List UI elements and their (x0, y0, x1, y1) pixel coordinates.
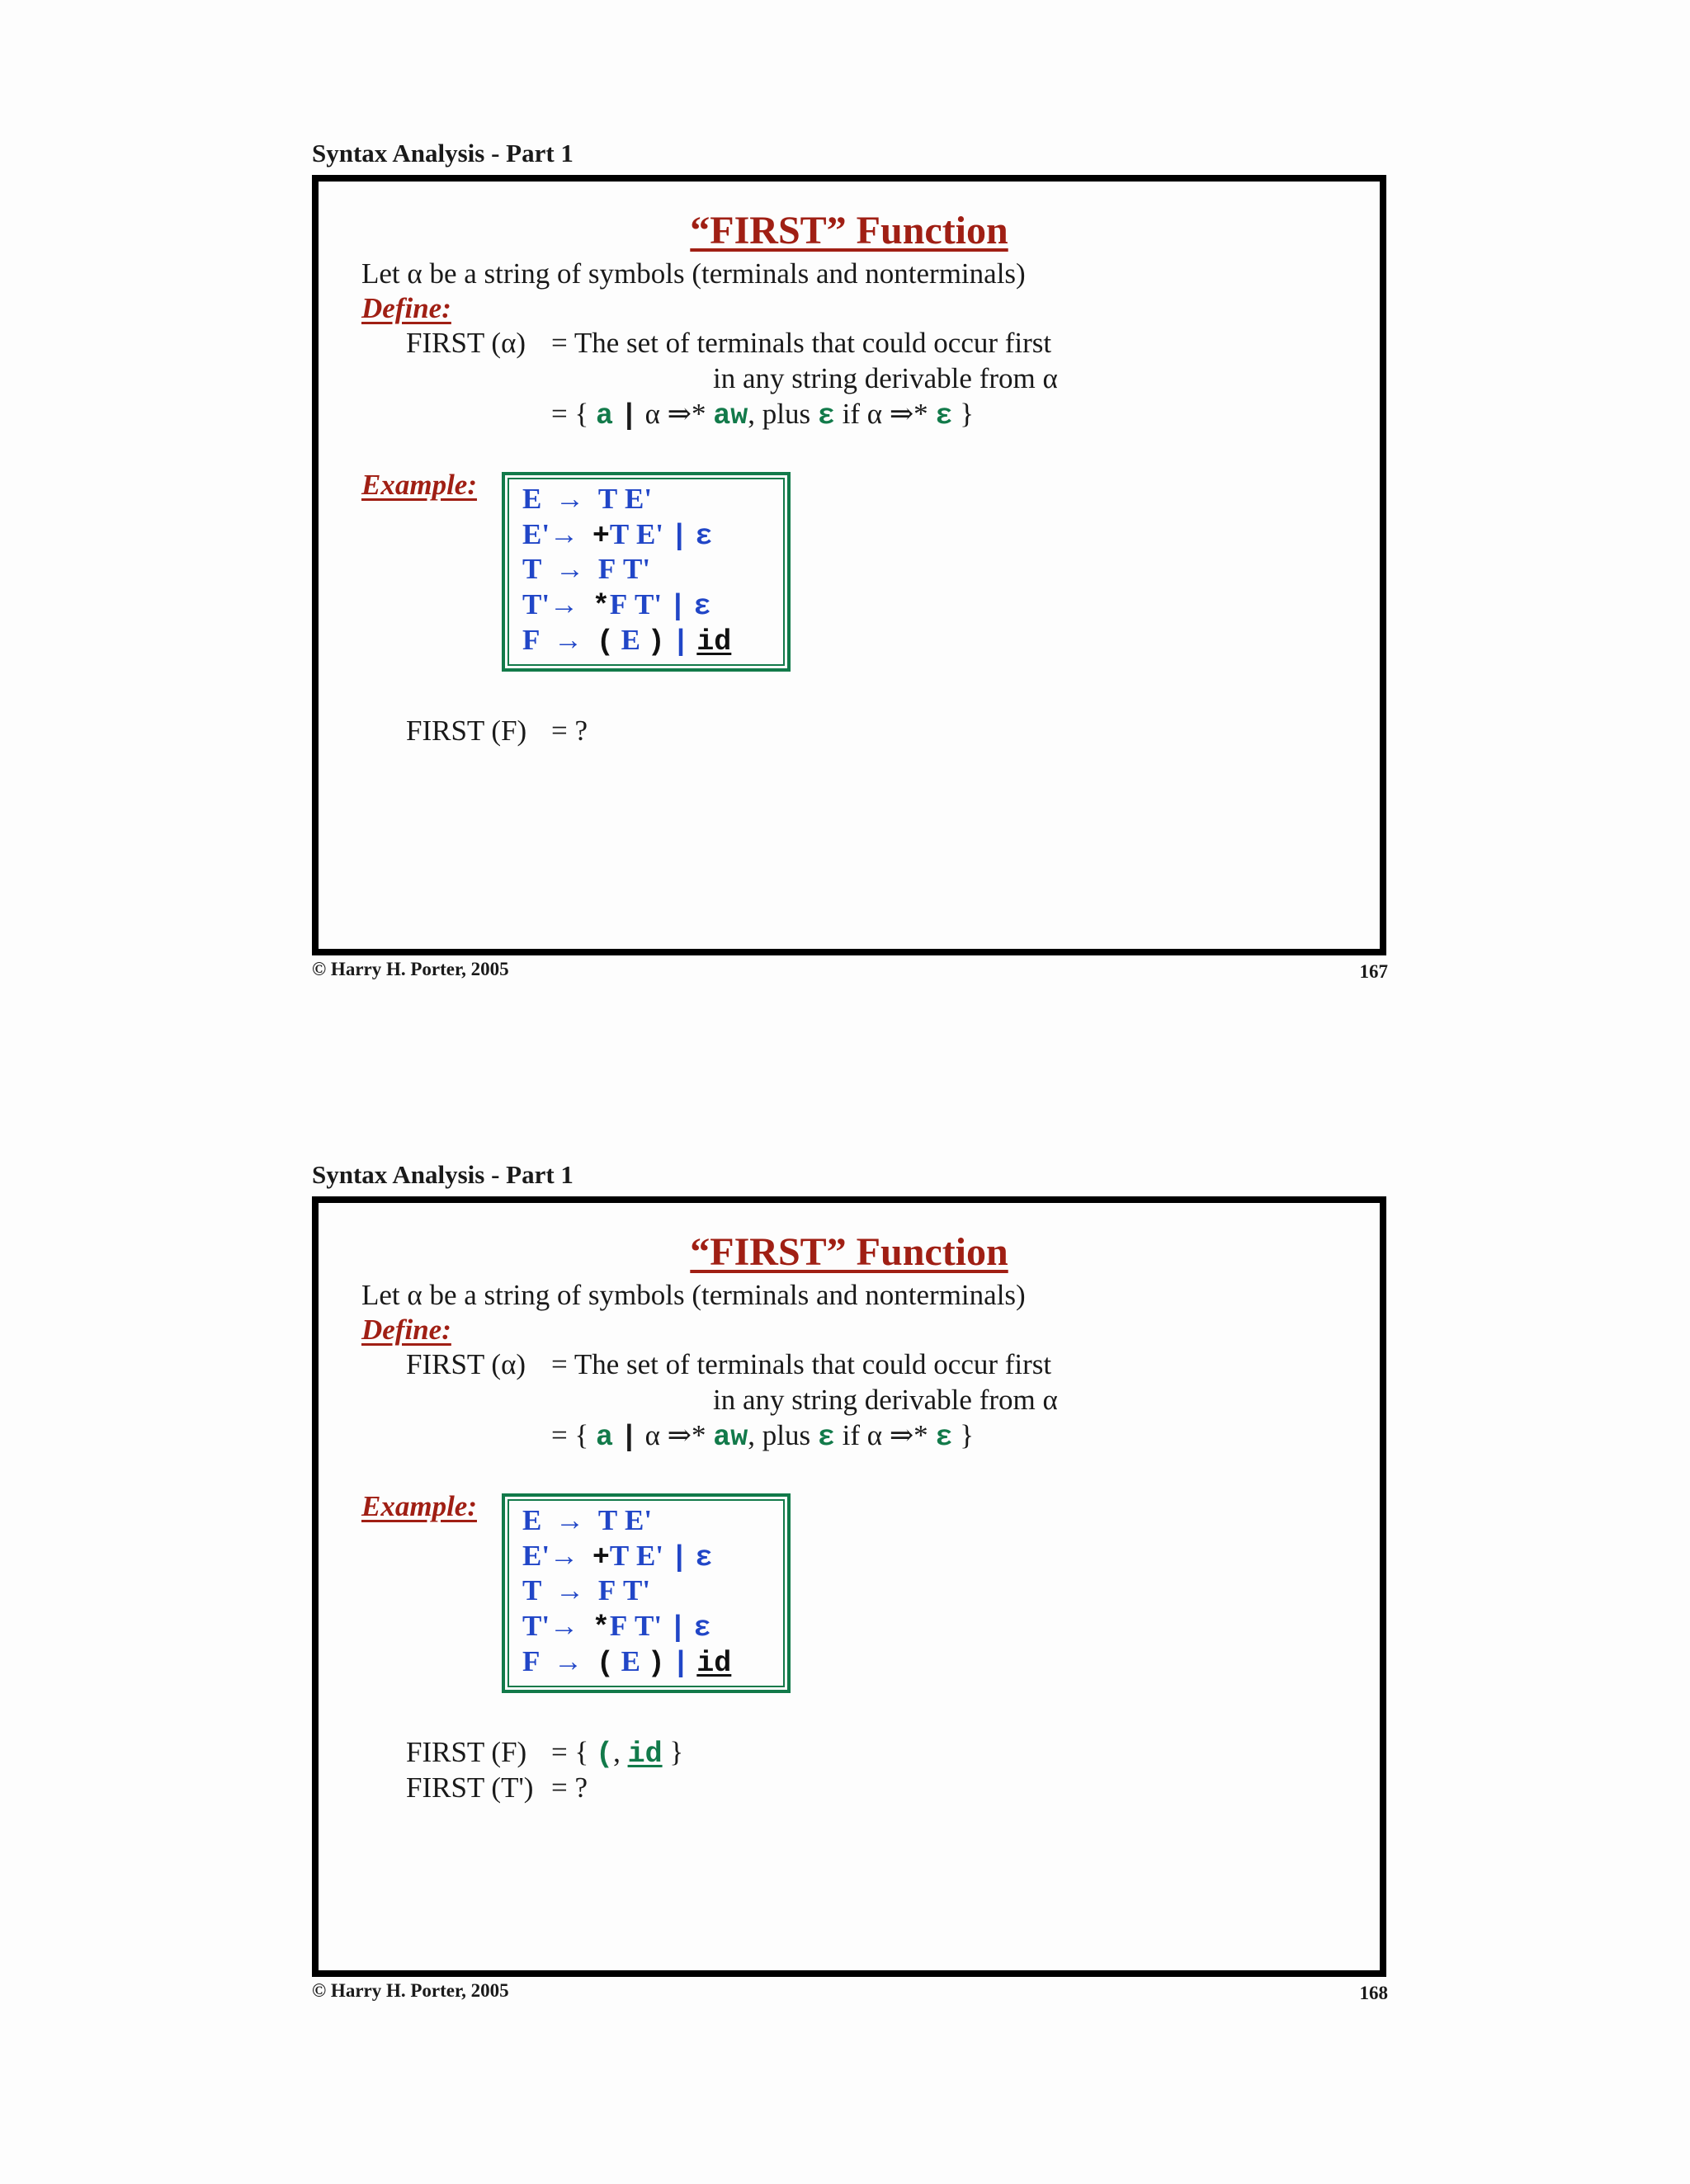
alternative-bar: | (668, 590, 687, 623)
slide-168 (0, 1021, 1690, 2045)
def-line1: = The set of terminals that could occur first (551, 1348, 1052, 1380)
define-label: Define: (361, 292, 451, 324)
def-mid: α ⇒* (644, 1419, 706, 1451)
def-eq: = { (551, 1419, 589, 1451)
nonterminal: E' (522, 518, 550, 550)
alternative-bar: | (672, 1647, 690, 1680)
intro-text: Let α be a string of symbols (terminals and nonterminals) (361, 257, 1026, 290)
arrow: → (550, 1610, 579, 1642)
def-lhs: FIRST (α) (406, 1348, 526, 1380)
nonterminal: T (522, 1574, 542, 1606)
symbol: T (609, 518, 630, 550)
define-label: Define: (361, 1314, 451, 1346)
def-mid: α ⇒* (644, 398, 706, 430)
arrow: → (555, 1574, 585, 1606)
alternative-bar: | (670, 520, 688, 553)
terminal: * (592, 590, 610, 623)
terminal: ( (596, 1647, 614, 1680)
def-line2: in any string derivable from α (713, 362, 1058, 394)
slide-title: “FIRST” Function (690, 209, 1008, 252)
def-set-expression (551, 398, 974, 432)
symbol: E (621, 1645, 641, 1677)
arrow: → (555, 483, 585, 515)
def-close: } (960, 398, 975, 430)
def-bar: | (620, 1421, 638, 1454)
terminal: + (592, 1541, 610, 1574)
copyright: © Harry H. Porter, 2005 (312, 959, 509, 979)
grammar-inner (507, 478, 785, 666)
arrow: → (550, 518, 579, 550)
first-close: } (669, 1736, 684, 1768)
first-comma: , (613, 1736, 621, 1768)
grammar-box (502, 472, 791, 672)
def-bar: | (620, 399, 638, 432)
def-a: a (596, 1421, 614, 1454)
grammar-rule (522, 553, 650, 586)
symbol: E' (624, 1504, 653, 1536)
slide-header: Syntax Analysis - Part 1 (312, 1160, 574, 1189)
grammar-rule (522, 1645, 731, 1680)
example-label: Example: (361, 469, 477, 501)
nonterminal: T' (522, 588, 550, 620)
symbol: T (597, 1504, 618, 1536)
page-number: 168 (1359, 1983, 1388, 2003)
alternative-bar: | (670, 1541, 688, 1574)
grammar-rule (522, 1540, 713, 1574)
def-close: } (960, 1419, 975, 1451)
grammar-rule (522, 624, 731, 658)
def-plus: , plus (748, 398, 811, 430)
epsilon: ε (693, 1611, 711, 1644)
def-aw: aw (713, 1421, 748, 1454)
grammar-rule (522, 1504, 652, 1537)
nonterminal: E (522, 483, 542, 515)
grammar-inner (507, 1499, 785, 1687)
def-eq: = { (551, 398, 589, 430)
grammar-box (502, 1493, 791, 1693)
alternative-bar: | (672, 625, 690, 658)
first-lhs: FIRST (T') (406, 1771, 534, 1804)
grammar-rule (522, 518, 713, 553)
terminal: ( (596, 625, 614, 658)
terminal: * (592, 1611, 610, 1644)
grammar-rule (522, 1574, 650, 1607)
terminal: ) (647, 625, 665, 658)
symbol: F (597, 1574, 616, 1606)
def-line1: = The set of terminals that could occur first (551, 327, 1052, 359)
example-label: Example: (361, 1490, 477, 1522)
nonterminal: T (522, 553, 542, 585)
symbol: E (621, 624, 641, 656)
grammar-rule (522, 1610, 711, 1644)
copyright: © Harry H. Porter, 2005 (312, 1980, 509, 2001)
def-eps2: ε (935, 1421, 953, 1454)
def-if: if α ⇒* (842, 398, 928, 430)
arrow: → (555, 553, 585, 585)
symbol: E' (624, 483, 653, 515)
page-number: 167 (1359, 961, 1388, 982)
arrow: → (550, 1540, 579, 1572)
nonterminal: F (522, 624, 541, 656)
first-paren-terminal: ( (596, 1738, 614, 1771)
epsilon: ε (695, 1541, 713, 1574)
def-eps1: ε (817, 1421, 835, 1454)
terminal: ) (647, 1647, 665, 1680)
symbol: E' (635, 1540, 664, 1572)
nonterminal: E' (522, 1540, 550, 1572)
def-lhs: FIRST (α) (406, 327, 526, 359)
nonterminal: E (522, 1504, 542, 1536)
def-aw: aw (713, 399, 748, 432)
symbol: F (609, 588, 628, 620)
def-eps2: ε (935, 399, 953, 432)
first-value: = ? (551, 1771, 588, 1804)
first-id-terminal: id (627, 1738, 663, 1771)
arrow: → (554, 624, 583, 656)
grammar-rule (522, 483, 652, 516)
first-set (551, 1736, 683, 1771)
symbol: T' (623, 1574, 651, 1606)
first-eq: = { (551, 1736, 589, 1768)
arrow: → (550, 588, 579, 620)
arrow: → (555, 1504, 585, 1536)
def-a: a (596, 399, 614, 432)
nonterminal: F (522, 1645, 541, 1677)
def-plus: , plus (748, 1419, 811, 1451)
terminal: + (592, 520, 610, 553)
epsilon: ε (693, 590, 711, 623)
arrow: → (554, 1645, 583, 1677)
symbol: F (609, 1610, 628, 1642)
first-lhs: FIRST (F) (406, 715, 527, 747)
symbol: T (609, 1540, 630, 1572)
symbol: T' (623, 553, 651, 585)
intro-text: Let α be a string of symbols (terminals and nonterminals) (361, 1279, 1026, 1311)
alternative-bar: | (668, 1611, 687, 1644)
symbol: T (597, 483, 618, 515)
def-if: if α ⇒* (842, 1419, 928, 1451)
nonterminal: T' (522, 1610, 550, 1642)
symbol: T' (634, 1610, 663, 1642)
first-value: = ? (551, 715, 588, 747)
def-eps1: ε (817, 399, 835, 432)
grammar-rule (522, 588, 711, 623)
symbol: E' (635, 518, 664, 550)
terminal-id: id (696, 625, 732, 658)
slide-title: “FIRST” Function (690, 1230, 1008, 1274)
slide-167 (0, 0, 1690, 1023)
def-set-expression (551, 1419, 974, 1454)
slide-header: Syntax Analysis - Part 1 (312, 139, 574, 167)
slide-frame (312, 1196, 1386, 1977)
terminal-id: id (696, 1647, 732, 1680)
epsilon: ε (695, 520, 713, 553)
def-line2: in any string derivable from α (713, 1384, 1058, 1416)
symbol: F (597, 553, 616, 585)
symbol: T' (634, 588, 663, 620)
slide-frame (312, 175, 1386, 955)
first-lhs: FIRST (F) (406, 1736, 527, 1768)
